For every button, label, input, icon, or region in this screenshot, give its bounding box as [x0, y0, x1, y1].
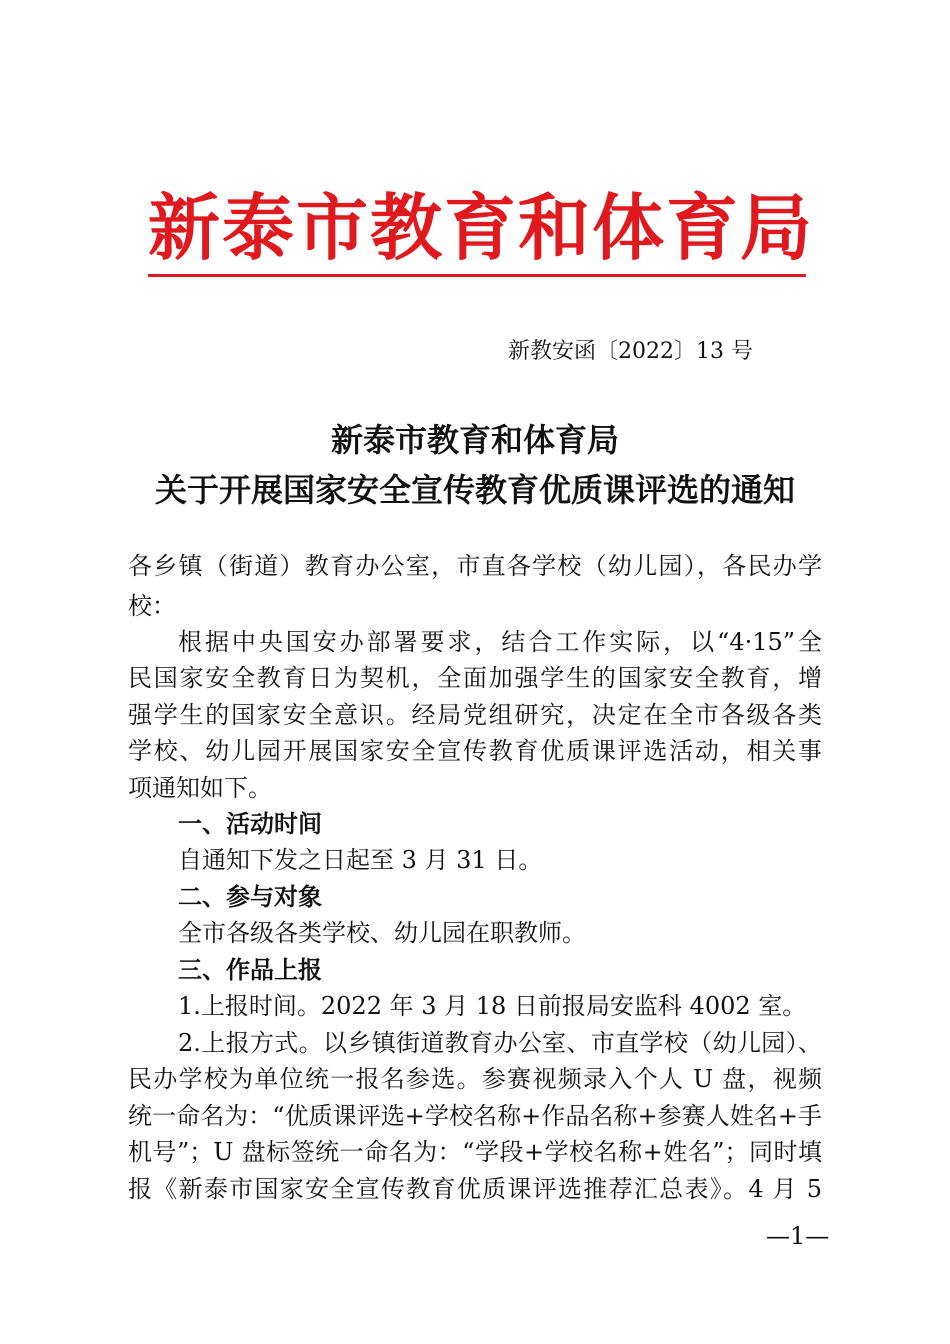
section-heading: 二、参与对象	[178, 883, 322, 911]
page-number: —1—	[766, 1222, 830, 1250]
letterhead-red-rule	[148, 274, 806, 277]
paragraph-line: 1.上报时间。2022 年 3 月 18 日前报局安监科 4002 室。	[178, 992, 807, 1020]
paragraph-line: 机号”；U 盘标签统一命名为：“学段+学校名称+姓名”；同时填	[128, 1138, 822, 1166]
addressee-line: 校：	[128, 592, 176, 620]
paragraph-line: 2.上报方式。以乡镇街道教育办公室、市直学校（幼儿园）、	[178, 1029, 822, 1057]
section-heading: 三、作品上报	[178, 956, 322, 984]
paragraph-line: 根据中央国安办部署要求，结合工作实际，以“4·15”全	[178, 628, 822, 656]
paragraph-line: 民办学校为单位统一报名参选。参赛视频录入个人 U 盘，视频	[128, 1065, 822, 1093]
paragraph-line: 全市各级各类学校、幼儿园在职教师。	[178, 919, 586, 947]
section-heading: 一、活动时间	[178, 810, 322, 838]
paragraph-line: 项通知如下。	[128, 774, 272, 802]
addressee-line: 各乡镇（街道）教育办公室，市直各学校（幼儿园），各民办学	[128, 552, 822, 580]
paragraph-line: 报《新泰市国家安全宣传教育优质课评选推荐汇总表》。4 月 5	[128, 1175, 822, 1203]
paragraph-line: 自通知下发之日起至 3 月 31 日。	[178, 846, 543, 874]
paragraph-line: 民国家安全教育日为契机，全面加强学生的国家安全教育，增	[128, 664, 822, 692]
document-title-line-1: 新泰市教育和体育局	[330, 421, 619, 459]
document-number: 新教安函〔2022〕13 号	[508, 339, 753, 364]
letterhead-title: 新泰市教育和体育局	[148, 185, 815, 270]
document-title-line-2: 关于开展国家安全宣传教育优质课评选的通知	[154, 471, 795, 509]
paragraph-line: 强学生的国家安全意识。经局党组研究，决定在全市各级各类	[128, 701, 822, 729]
paragraph-line: 学校、幼儿园开展国家安全宣传教育优质课评选活动，相关事	[128, 737, 822, 765]
paragraph-line: 统一命名为：“优质课评选+学校名称+作品名称+参赛人姓名+手	[128, 1102, 822, 1130]
